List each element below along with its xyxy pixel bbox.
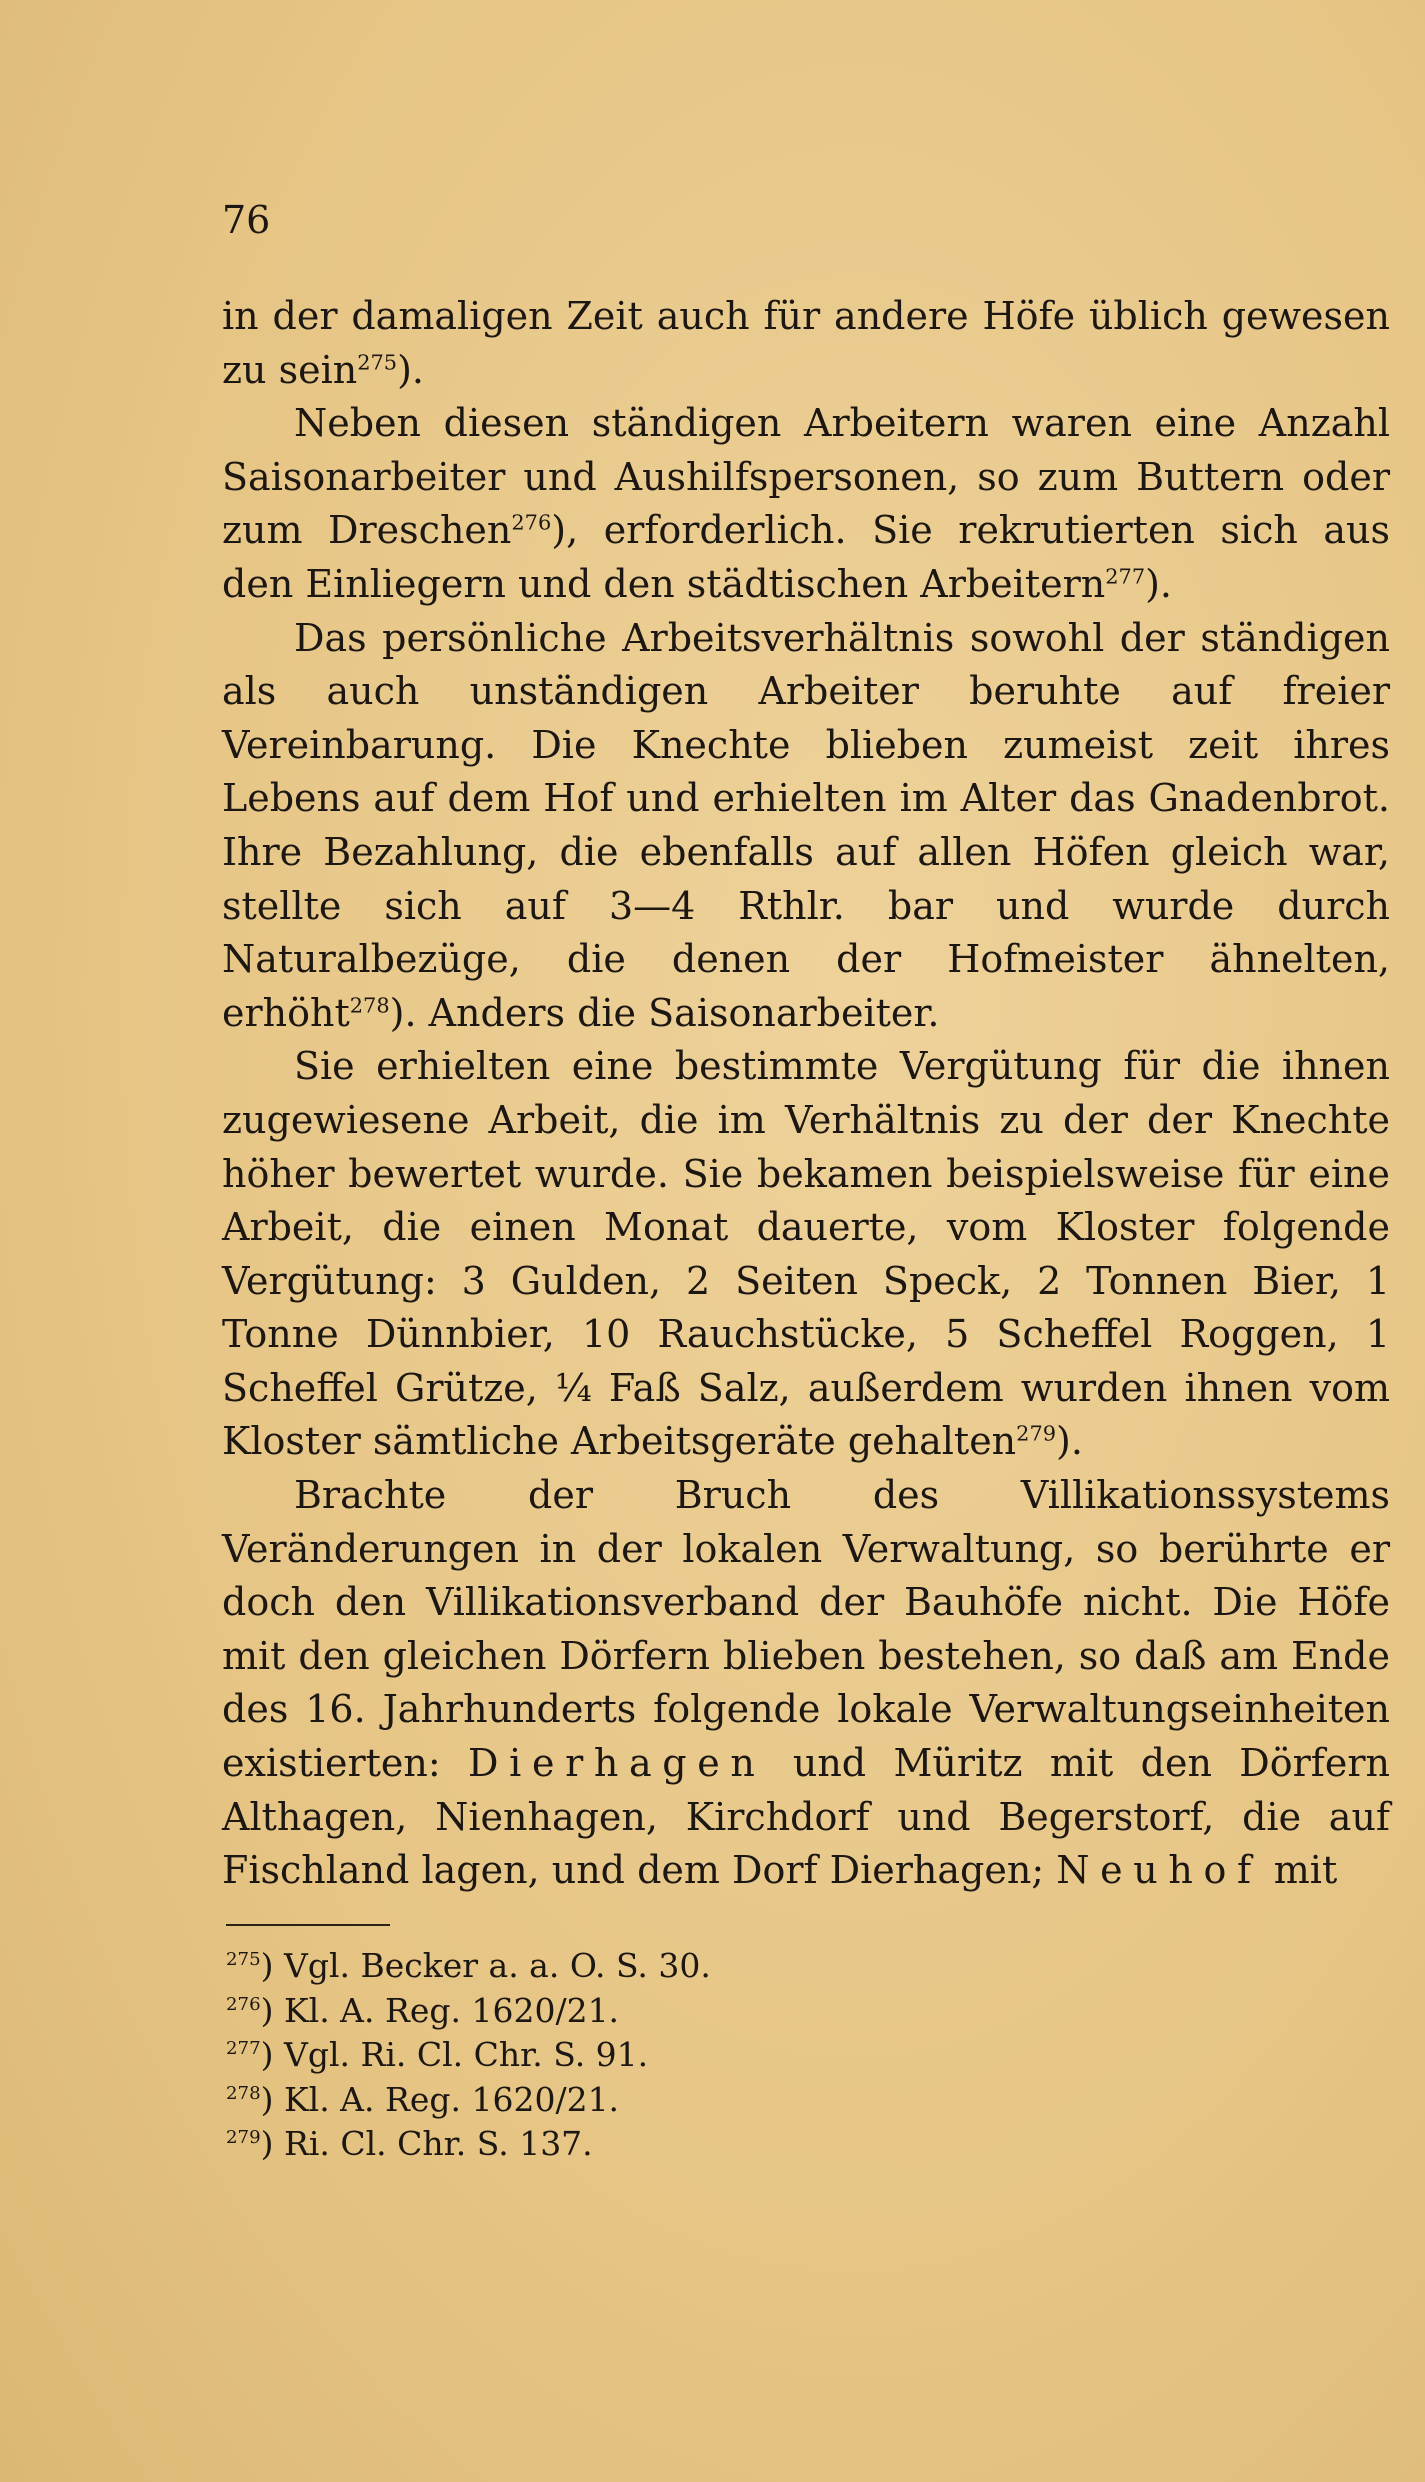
text-run: ).: [1145, 561, 1173, 606]
paragraph: [222, 612, 1390, 1041]
footnotes: [226, 1944, 1126, 2167]
footnote: [226, 2078, 1126, 2123]
text-run: ).: [1056, 1419, 1083, 1464]
footnote-reference: 279: [1016, 1421, 1057, 1446]
footnote-number: 278: [226, 2082, 261, 2104]
footnote-text: ) Ri. Cl. Chr. S. 137.: [260, 2124, 593, 2163]
text-run: ), erforderlich. Sie rekrutierten sich aus den Einliegern und den städtischen Arbeitern: [222, 508, 1390, 606]
footnote: [226, 2122, 1126, 2167]
footnote-divider: [226, 1924, 390, 1926]
footnote-text: ) Vgl. Ri. Cl. Chr. S. 91.: [260, 2035, 649, 2074]
text-run: Neben diesen ständigen Arbeitern waren eine Anzahl Saisonarbeiter und Aushilfspersonen, so zum Buttern oder zum Dreschen: [222, 401, 1390, 553]
body-text: [222, 290, 1390, 1898]
footnote-reference: 276: [511, 510, 552, 535]
text-run: in der damaligen Zeit auch für andere Höfe üblich gewesen zu sein: [222, 294, 1390, 392]
footnote-reference: 277: [1105, 564, 1146, 589]
page-number: 76: [222, 198, 271, 242]
footnote: [226, 2033, 1126, 2078]
paragraph: [222, 397, 1390, 611]
footnote-text: ) Vgl. Becker a. a. O. S. 30.: [260, 1946, 711, 1985]
footnote: [226, 1944, 1126, 1989]
text-run: und Müritz mit den Dörfern Althagen, Nienhagen, Kirchdorf und Begerstorf, die auf Fischland lagen, und dem Dorf Dierhagen;: [222, 1741, 1390, 1893]
text-run: ). Anders die Saisonarbeiter.: [389, 990, 940, 1035]
text-run: Sie erhielten eine bestimmte Vergütung für die ihnen zugewiesene Arbeit, die im Verhältnis zu der der Knechte höher bewertet wurde. Sie bekamen beispielsweise für eine Arbeit, die einen Monat dauerte, vom Kloster folgende Vergütung: 3 Gulden, 2 Seiten Speck, 2 Tonnen Bier, 1 Tonne Dünnbier, 10 Rauchstücke, 5 Scheffel Roggen, 1 Scheffel Grütze, ¼ Faß Salz, außerdem wurden ihnen vom Kloster sämtliche Arbeitsgeräte gehalten: [222, 1044, 1390, 1464]
footnote-number: 279: [226, 2127, 261, 2148]
footnote-number: 275: [226, 1949, 261, 1970]
footnote: [226, 1989, 1126, 2034]
footnote-reference: 278: [349, 993, 390, 1018]
text-run: mit: [1261, 1848, 1338, 1893]
footnote-reference: 275: [357, 349, 398, 374]
text-run: Das persönliche Arbeitsverhältnis sowohl der ständigen als auch unständigen Arbeiter beruhte auf freier Vereinbarung. Die Knechte blieben zumeist zeit ihres Lebens auf dem Hof und erhielten im Alter das Gnadenbrot. Ihre Bezahlung, die ebenfalls auf allen Höfen gleich war, stellte sich auf 3—4 Rthlr. bar und wurde durch Naturalbezüge, die denen der Hofmeister ähnelten, erhöht: [222, 615, 1390, 1035]
text-run: ).: [397, 347, 424, 392]
footnote-number: 277: [226, 2038, 261, 2059]
spaced-place-name: Dierhagen: [468, 1741, 766, 1786]
paragraph: [222, 1469, 1390, 1898]
paragraph: [222, 1040, 1390, 1469]
paragraph: [222, 290, 1390, 397]
footnote-text: ) Kl. A. Reg. 1620/21.: [260, 1990, 620, 2030]
text-run: Brachte der Bruch des Villikationssystems Veränderungen in der lokalen Verwaltung, so berührte er doch den Villikationsverband der Bauhöfe nicht. Die Höfe mit den gleichen Dörfern blieben bestehen, so daß am Ende des 16. Jahrhunderts folgende lokale Verwaltungseinheiten existierten:: [222, 1473, 1390, 1786]
footnote-text: ) Kl. A. Reg. 1620/21.: [260, 2079, 620, 2119]
spaced-place-name: Neuhof: [1056, 1848, 1262, 1893]
footnote-number: 276: [226, 1993, 261, 2015]
